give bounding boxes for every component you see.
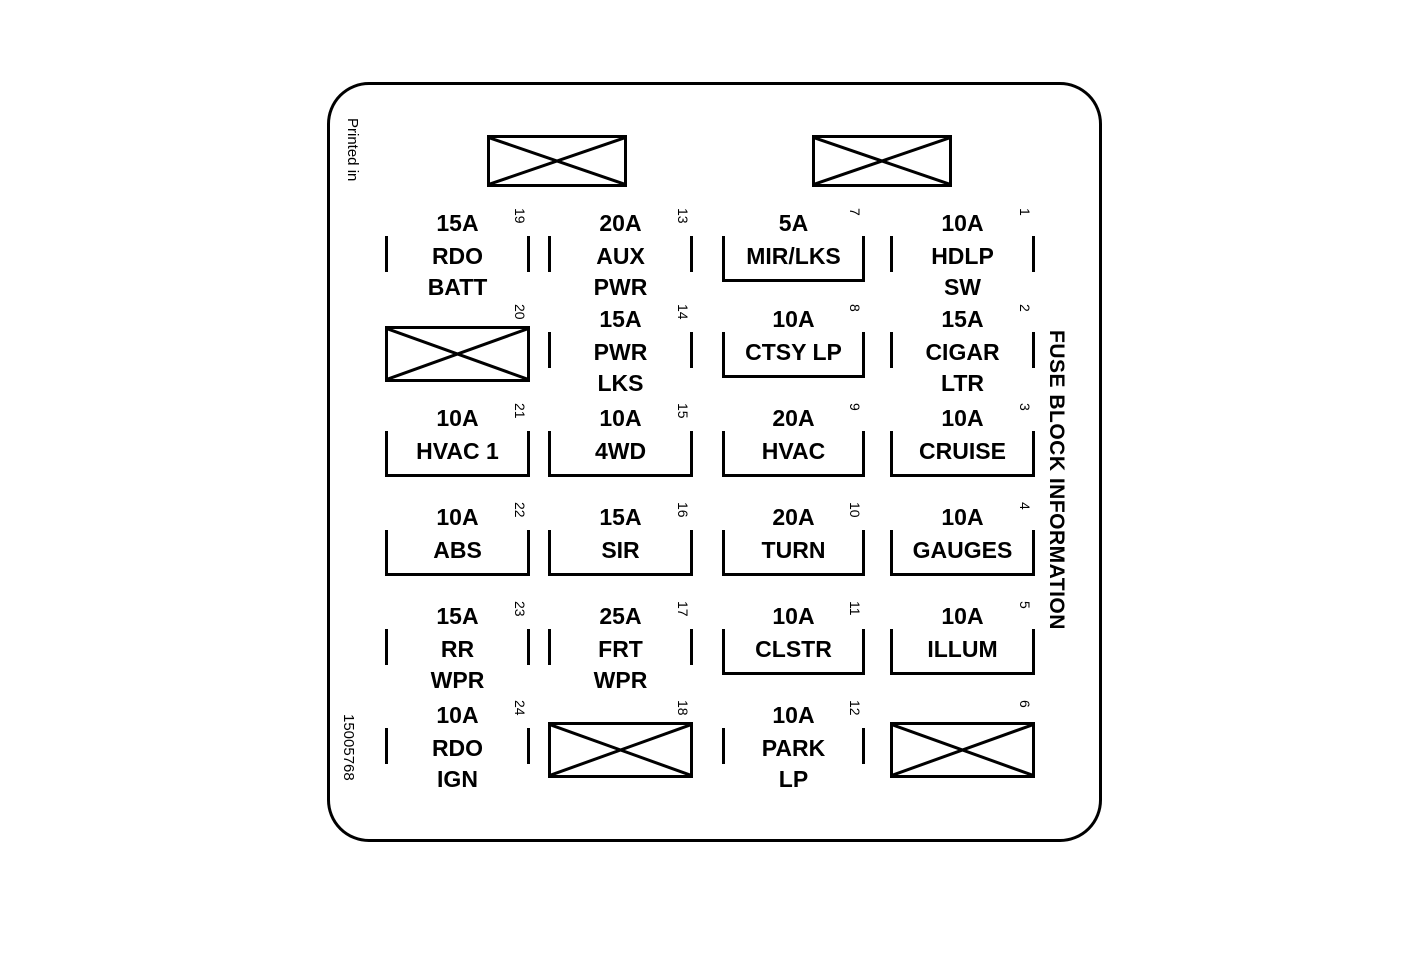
- fuse-amperage: 15A: [385, 210, 530, 236]
- fuse-slot-number: 3: [1017, 403, 1033, 411]
- fuse-slot-number: 14: [675, 304, 691, 320]
- fuse-name-line2: WPR: [385, 665, 530, 695]
- fuse-name: RR: [440, 636, 475, 662]
- fuse-name-line2: LTR: [890, 368, 1035, 398]
- fuse-slot-number: 13: [675, 208, 691, 224]
- fuse-name: CTSY LP: [745, 339, 842, 365]
- fuse-name: GAUGES: [912, 537, 1013, 563]
- fuse-slot-number: 6: [1017, 700, 1033, 708]
- fuse-slot-number: 4: [1017, 502, 1033, 510]
- printed-in-label: Printed in: [344, 118, 361, 182]
- fuse-name-line2: LP: [722, 764, 865, 794]
- fuse-slot-number: 8: [847, 304, 863, 312]
- x-mark-icon: [815, 138, 949, 184]
- x-mark-icon: [551, 725, 690, 775]
- fuse-slot-number: 12: [847, 700, 863, 716]
- fuse-slot-number: 23: [512, 601, 528, 617]
- x-mark-icon: [893, 725, 1032, 775]
- fuse-name: TURN: [761, 537, 826, 563]
- fuse-name-line2: LKS: [548, 368, 693, 398]
- fuse-name: FRT: [598, 636, 643, 662]
- fuse-amperage: 20A: [722, 504, 865, 530]
- fuse-slot-number: 19: [512, 208, 528, 224]
- fuse-amperage: 10A: [890, 210, 1035, 236]
- fuse-name: HVAC 1: [416, 438, 499, 464]
- fuse-slot-number: 11: [847, 601, 863, 616]
- fuse-amperage: 10A: [890, 405, 1035, 431]
- fuse-slot-number: 10: [847, 502, 863, 518]
- fuse-name: CRUISE: [919, 438, 1006, 464]
- fuse-slot-number: 22: [512, 502, 528, 518]
- fuse-slot-number: 9: [847, 403, 863, 411]
- fuse-amperage: 15A: [548, 306, 693, 332]
- fuse-slot-number: 18: [675, 700, 691, 716]
- fuse-amperage: 20A: [722, 405, 865, 431]
- fuse-slot-number: 5: [1017, 601, 1033, 609]
- fuse-name: HDLP: [931, 243, 994, 269]
- fuse-amperage: 10A: [385, 504, 530, 530]
- fuse-name: CLSTR: [755, 636, 832, 662]
- relay-blank-right: [812, 135, 952, 187]
- fuse-slot-number: 15: [675, 403, 691, 419]
- fuse-name: CIGAR: [925, 339, 1000, 365]
- fuse-amperage: 15A: [548, 504, 693, 530]
- fuse-block-information-title: FUSE BLOCK INFORMATION: [1045, 330, 1068, 630]
- x-mark-icon: [388, 329, 527, 379]
- fuse-amperage: 10A: [722, 702, 865, 728]
- fuse-slot-number: 17: [675, 601, 691, 617]
- fuse-amperage: 25A: [548, 603, 693, 629]
- fuse-slot-number: 21: [512, 403, 528, 419]
- fuse-slot-box: [385, 326, 530, 382]
- fuse-slot-number: 24: [512, 700, 528, 716]
- fuse-amperage: 15A: [890, 306, 1035, 332]
- fuse-name-line2: SW: [890, 272, 1035, 302]
- fuse-amperage: 10A: [890, 504, 1035, 530]
- fuse-amperage: 10A: [722, 603, 865, 629]
- fuse-name-line2: BATT: [385, 272, 530, 302]
- fuse-amperage: 15A: [385, 603, 530, 629]
- fuse-amperage: 5A: [722, 210, 865, 236]
- fuse-amperage: 10A: [722, 306, 865, 332]
- fuse-amperage: 10A: [385, 405, 530, 431]
- fuse-name: AUX: [596, 243, 645, 269]
- fuse-name: RDO: [431, 735, 484, 761]
- fuse-slot-box: [890, 722, 1035, 778]
- fuse-name: ABS: [433, 537, 482, 563]
- fuse-amperage: 10A: [548, 405, 693, 431]
- fuse-amperage: 10A: [890, 603, 1035, 629]
- fuse-name: RDO: [431, 243, 484, 269]
- fuse-name-line2: WPR: [548, 665, 693, 695]
- part-number-label: 15005768: [340, 714, 357, 781]
- fuse-slot-number: 2: [1017, 304, 1033, 312]
- fuse-slot-number: 7: [847, 208, 863, 216]
- fuse-slot-number: 1: [1017, 208, 1033, 216]
- fuse-amperage: 20A: [548, 210, 693, 236]
- fuse-name: PARK: [761, 735, 826, 761]
- fuse-slot-number: 16: [675, 502, 691, 518]
- x-mark-icon: [490, 138, 624, 184]
- fuse-name: 4WD: [594, 438, 647, 464]
- fuse-slot-box: [548, 722, 693, 778]
- fuse-slot-number: 20: [512, 304, 528, 320]
- relay-blank-left: [487, 135, 627, 187]
- fuse-name: HVAC: [761, 438, 826, 464]
- fuse-name: SIR: [601, 537, 640, 563]
- fuse-name-line2: IGN: [385, 764, 530, 794]
- fuse-name-line2: PWR: [548, 272, 693, 302]
- fuse-amperage: 10A: [385, 702, 530, 728]
- fuse-name: PWR: [593, 339, 648, 365]
- fuse-name: ILLUM: [927, 636, 998, 662]
- fuse-name: MIR/LKS: [746, 243, 841, 269]
